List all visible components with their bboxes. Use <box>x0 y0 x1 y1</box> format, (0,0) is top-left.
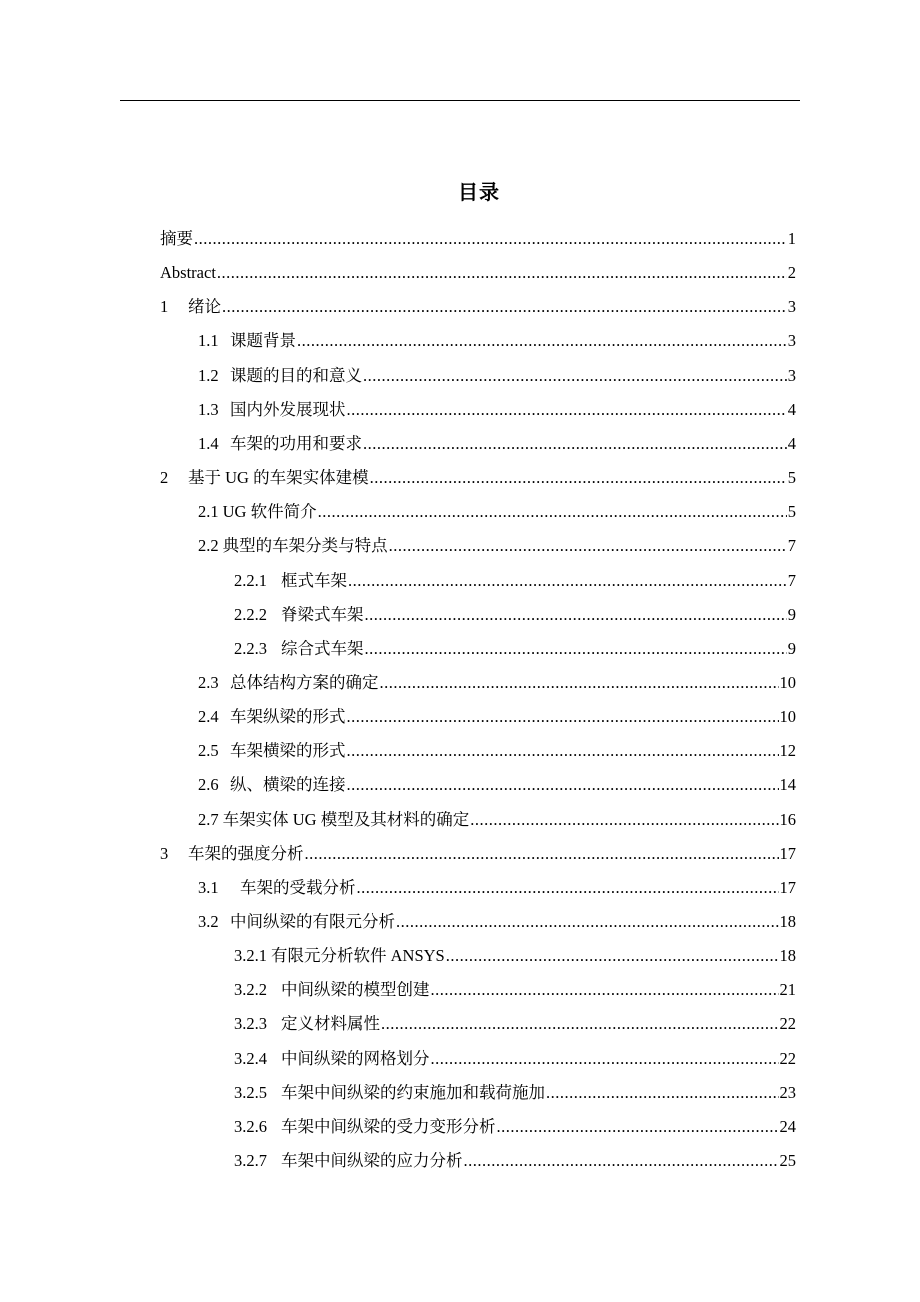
toc-entry-number: 1.2 <box>198 365 219 385</box>
toc-entry[interactable] <box>198 805 796 835</box>
header-rule <box>120 100 800 101</box>
toc-entry-number: 3.2 <box>198 912 219 931</box>
toc-entry-number: 2.1 <box>198 502 219 522</box>
toc-dot-leader <box>347 395 787 425</box>
toc-entry[interactable] <box>234 1146 796 1176</box>
toc-entry-number: 2.2.2 <box>234 604 267 624</box>
toc-dot-leader <box>370 463 787 493</box>
toc-entry-label: 车架的功用和要求 <box>230 433 362 453</box>
toc-entry-number: 2.2.3 <box>234 638 267 658</box>
toc-entry-number: 3.2.1 <box>234 946 267 966</box>
toc-dot-leader <box>217 258 787 288</box>
toc-entry[interactable] <box>160 224 796 254</box>
toc-entry-number: 2.6 <box>198 775 219 795</box>
toc-entry-number: 3.2.4 <box>234 1048 267 1068</box>
toc-entry-number: 3.2.5 <box>234 1082 267 1102</box>
toc-entry[interactable] <box>198 702 796 732</box>
toc-entry-page: 25 <box>779 1151 796 1171</box>
toc-entry-page: 10 <box>779 672 796 692</box>
toc-dot-leader <box>431 975 779 1005</box>
toc-entry-page: 17 <box>779 843 796 863</box>
toc-entry[interactable] <box>198 668 796 698</box>
toc-entry-label: 车架横梁的形式 <box>230 741 346 761</box>
toc-entry[interactable] <box>198 907 796 937</box>
toc-entry[interactable] <box>234 1112 796 1142</box>
toc-entry[interactable] <box>234 941 796 971</box>
toc-entry-page: 4 <box>787 399 796 419</box>
toc-entry-label: 基于 UG 的车架实体建模 <box>188 468 369 488</box>
toc-entry-page: 12 <box>779 741 796 761</box>
toc-entry[interactable] <box>160 463 796 493</box>
toc-entry-number: 2.2.1 <box>234 570 267 590</box>
toc-dot-leader <box>222 292 787 322</box>
toc-entry-label: 典型的车架分类与特点 <box>222 536 388 556</box>
toc-entry-label: 车架中间纵梁的受力变形分析 <box>281 1116 496 1136</box>
toc-dot-leader <box>348 566 787 596</box>
toc-entry[interactable] <box>160 258 796 288</box>
toc-entry-label: 中间纵梁的网格划分 <box>281 1048 430 1068</box>
toc-entry[interactable] <box>234 975 796 1005</box>
toc-entry-number: 2.5 <box>198 741 219 761</box>
toc-entry-number: 2 <box>160 468 169 488</box>
toc-dot-leader <box>297 326 787 356</box>
toc-entry-number: 1 <box>160 297 169 317</box>
toc-entry-page: 3 <box>787 331 796 351</box>
toc-entry[interactable] <box>160 292 796 322</box>
toc-dot-leader <box>497 1112 779 1142</box>
toc-entry-page: 5 <box>787 468 796 488</box>
toc-entry-label: 课题背景 <box>230 331 296 351</box>
toc-entry-page: 22 <box>779 1014 796 1034</box>
toc-entry-label: 车架实体 UG 模型及其材料的确定 <box>222 809 470 829</box>
toc-dot-leader <box>470 805 778 835</box>
toc-entry-label: 纵、横梁的连接 <box>230 775 346 795</box>
toc-entry-label: 脊梁式车架 <box>281 604 364 624</box>
toc-entry[interactable] <box>160 839 796 869</box>
toc-entry-number: 2.3 <box>198 672 219 692</box>
toc-dot-leader <box>347 770 779 800</box>
toc-entry[interactable] <box>234 1078 796 1108</box>
toc-dot-leader <box>363 429 787 459</box>
toc-dot-leader <box>381 1009 779 1039</box>
toc-entry-page: 7 <box>787 570 796 590</box>
toc-entry-label: 有限元分析软件 ANSYS <box>271 946 445 966</box>
toc-entry-label: UG 软件简介 <box>222 502 317 522</box>
toc-entry-page: 1 <box>787 229 796 248</box>
toc-entry[interactable] <box>198 736 796 766</box>
toc-entry-number: 3.2.6 <box>234 1116 267 1136</box>
toc-entry-page: 24 <box>779 1116 796 1136</box>
toc-entry[interactable] <box>198 361 796 391</box>
toc-entry-label: 车架中间纵梁的约束施加和载荷施加 <box>281 1082 545 1102</box>
toc-entry-number: 2.2 <box>198 536 219 556</box>
toc-entry-label: 车架中间纵梁的应力分析 <box>281 1151 463 1171</box>
toc-entry[interactable] <box>198 395 796 425</box>
toc-entry-page: 9 <box>787 604 796 624</box>
toc-dot-leader <box>396 907 779 937</box>
toc-entry-page: 4 <box>787 433 796 453</box>
toc-entry[interactable] <box>198 429 796 459</box>
toc-entry[interactable] <box>198 531 796 561</box>
toc-entry-label: 中间纵梁的有限元分析 <box>230 912 395 931</box>
toc-entry-label: 综合式车架 <box>281 638 364 658</box>
toc-entry[interactable] <box>234 1044 796 1074</box>
toc-entry-label: 车架纵梁的形式 <box>230 707 346 727</box>
toc-entry[interactable] <box>198 497 796 527</box>
toc-entry-page: 10 <box>779 707 796 727</box>
toc-entry-label: 框式车架 <box>281 570 347 590</box>
toc-entry-page: 2 <box>787 263 796 283</box>
toc-entry[interactable] <box>234 634 796 664</box>
toc-entry[interactable] <box>198 770 796 800</box>
toc-entry-number: 3.2.3 <box>234 1014 267 1034</box>
toc-entry[interactable] <box>234 600 796 630</box>
toc-entry-label: 国内外发展现状 <box>230 399 346 419</box>
toc-entry-label: 课题的目的和意义 <box>230 365 362 385</box>
toc-entry-label: 绪论 <box>188 297 221 317</box>
toc-entry-page: 5 <box>787 502 796 522</box>
toc-title: 目录 <box>458 180 500 204</box>
toc-dot-leader <box>347 736 779 766</box>
toc-entry-label: 中间纵梁的模型创建 <box>281 980 430 1000</box>
toc-entry[interactable] <box>198 326 796 356</box>
toc-entry-page: 3 <box>787 365 796 385</box>
toc-entry[interactable] <box>198 873 796 903</box>
toc-entry-page: 21 <box>779 980 796 1000</box>
toc-entry-label: 摘要 <box>160 229 193 248</box>
toc-entry[interactable] <box>234 566 796 596</box>
toc-entry-label: 车架的强度分析 <box>188 843 304 863</box>
toc-dot-leader <box>464 1146 779 1176</box>
toc-entry-number: 3 <box>160 843 169 863</box>
toc-entry-page: 16 <box>779 809 796 829</box>
toc-entry-number: 1.1 <box>198 331 219 351</box>
toc-dot-leader <box>365 600 787 630</box>
toc-entry-label: 定义材料属性 <box>281 1014 380 1034</box>
toc-entry-label: 车架的受载分析 <box>240 877 356 897</box>
toc-entry-label: Abstract <box>160 263 216 283</box>
toc-entry-number: 1.4 <box>198 433 219 453</box>
toc-dot-leader <box>363 361 787 391</box>
toc-dot-leader <box>357 873 779 903</box>
toc-entry-number: 2.4 <box>198 707 219 727</box>
toc-entry-label: 总体结构方案的确定 <box>230 672 379 692</box>
toc-entry[interactable] <box>234 1009 796 1039</box>
toc-entry-page: 22 <box>779 1048 796 1068</box>
toc-dot-leader <box>389 531 787 561</box>
toc-entry-page: 17 <box>779 877 796 897</box>
toc-dot-leader <box>365 634 787 664</box>
toc-dot-leader <box>380 668 779 698</box>
toc-entry-page: 9 <box>787 638 796 658</box>
toc-entry-number: 2.7 <box>198 809 219 829</box>
toc-entry-page: 18 <box>779 946 796 966</box>
toc-dot-leader <box>305 839 779 869</box>
toc-entry-number: 3.2.2 <box>234 980 267 1000</box>
toc-dot-leader <box>347 702 779 732</box>
toc-dot-leader <box>194 224 787 254</box>
toc-entry-page: 18 <box>779 912 796 931</box>
toc-entry-number: 3.2.7 <box>234 1151 267 1171</box>
toc-entry-number: 3.1 <box>198 877 219 897</box>
toc-entry-page: 3 <box>787 297 796 317</box>
toc-entry-page: 14 <box>779 775 796 795</box>
toc-entry-page: 23 <box>779 1082 796 1102</box>
toc-dot-leader <box>546 1078 779 1108</box>
toc-dot-leader <box>431 1044 779 1074</box>
toc-dot-leader <box>446 941 779 971</box>
toc-entry-number: 1.3 <box>198 399 219 419</box>
toc-entry-page: 7 <box>787 536 796 556</box>
toc-dot-leader <box>318 497 787 527</box>
